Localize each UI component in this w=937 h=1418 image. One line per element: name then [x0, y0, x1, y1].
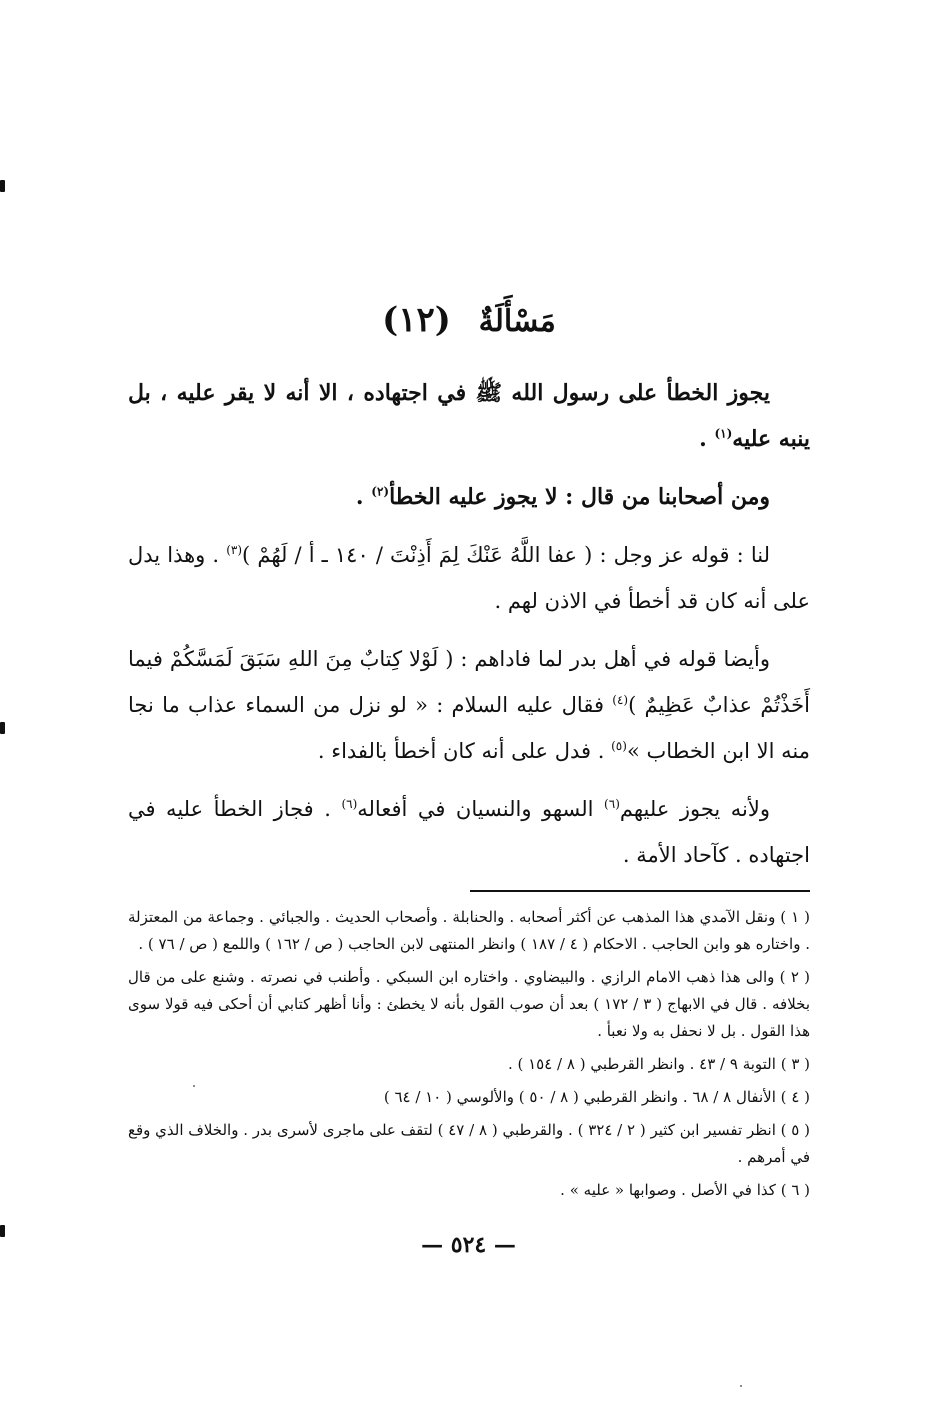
- paragraph: ومن أصحابنا من قال : لا يجوز عليه الخطأ$^{(٢)}$ .: [355, 484, 770, 510]
- page-body: [128, 300, 810, 1210]
- footnote-ref: (٣): [226, 543, 243, 557]
- section-heading: [128, 300, 810, 340]
- scan-edge-mark: [0, 722, 5, 734]
- scan-speck: [740, 1385, 742, 1387]
- footnote-ref: (٦): [604, 797, 620, 811]
- footnote-ref: (٦): [341, 797, 358, 811]
- footnote-ref: (١): [714, 426, 733, 441]
- heading-number: (١٢): [382, 300, 451, 340]
- footnote: ( ٤ ) الأنفال ٨ / ٦٨ . وانظر القرطبي ( ٨ / ٥٠ ) والألوسي ( ١٠ / ٦٤ ): [383, 1088, 810, 1106]
- footnote: ( ٥ ) انظر تفسير ابن كثير ( ٢ / ٣٢٤ ) . والقرطبي ( ٨ / ٤٧ ) لتقف على ماجرى لأسرى بدر . والخلاف الذي وقع في أمرهم .: [128, 1121, 810, 1166]
- main-text: [128, 370, 810, 878]
- footnote-ref: (٤): [612, 693, 629, 707]
- footnote: ( ١ ) ونقل الآمدي هذا المذهب عن أكثر أصحابه . والحنابلة . وأصحاب الحديث . والجبائي . وجماعة من المعتزلة . واختاره هو وابن الحاجب . الاحكام ( ٤ / ١٨٧ ) وانظر المنتهى لابن الحاجب ( ص / ١٦٢ ) واللمع ( ص / ٧٦ ) .: [128, 908, 810, 953]
- scan-edge-mark: [0, 180, 5, 192]
- footnote-ref: (٢): [371, 484, 390, 499]
- footnote-separator: [470, 890, 810, 892]
- footnote: ( ٣ ) التوبة ٩ / ٤٣ . وانظر القرطبي ( ٨ / ١٥٤ ) .: [507, 1055, 810, 1073]
- footnote: ( ٦ ) كذا في الأصل . وصوابها « عليه » .: [560, 1181, 810, 1199]
- footnote: ( ٢ ) والى هذا ذهب الامام الرازي . والبيضاوي . واختاره ابن السبكي . وأطنب في نصرته . وشنع على من قال بخلافه . قال في الابهاج ( ٣ / ١٧٢ ) بعد أن صوب القول بأنه لا يخطئ : وأنا أظهر كتابي أن أحكى فيه قولا سوى هذا القول . بل لا نحفل به ولا نعبأ .: [128, 968, 811, 1040]
- paragraph: لنا : قوله عز وجل : ( عفا اللَّهُ عَنْكَ لِمَ أَذِنْتَ / ١٤٠ ـ أ / لَهُمْ )$^{(٣)}$ . وهذا يدل على أنه كان قد أخطأ في الاذن لهم .: [128, 543, 810, 613]
- paragraph: وأيضا قوله في أهل بدر لما فاداهم : ( لَوْلا كِتابٌ مِنَ اللهِ سَبَقَ لَمَسَّكُمْ فيما أَخَذْتُمْ عذابٌ عَظِيمٌ )$^{(٤)}$ فقال عليه السلام : « لو نزل من السماء عذاب ما نجا منه الا ابن الخطاب »$^{(٥)}$ . فدل على أنه كان أخطأ بالفداء .: [128, 647, 810, 763]
- paragraph: ولأنه يجوز عليهم$^{(٦)}$ السهو والنسيان في أفعاله$^{(٦)}$ . فجاز الخطأ عليه في اجتهاده . كآحاد الأمة .: [128, 797, 810, 867]
- page-number: — ٥٢٤ —: [421, 1232, 516, 1258]
- heading-word: مَسْأَلَةٌ: [478, 304, 556, 339]
- footnotes: [128, 904, 810, 1204]
- paragraph: يجوز الخطأ على رسول الله ﷺ في اجتهاده ، الا أنه لا يقر عليه ، بل ينبه عليه$^{(١)}$ .: [128, 380, 810, 452]
- footnote-ref: (٥): [611, 739, 627, 753]
